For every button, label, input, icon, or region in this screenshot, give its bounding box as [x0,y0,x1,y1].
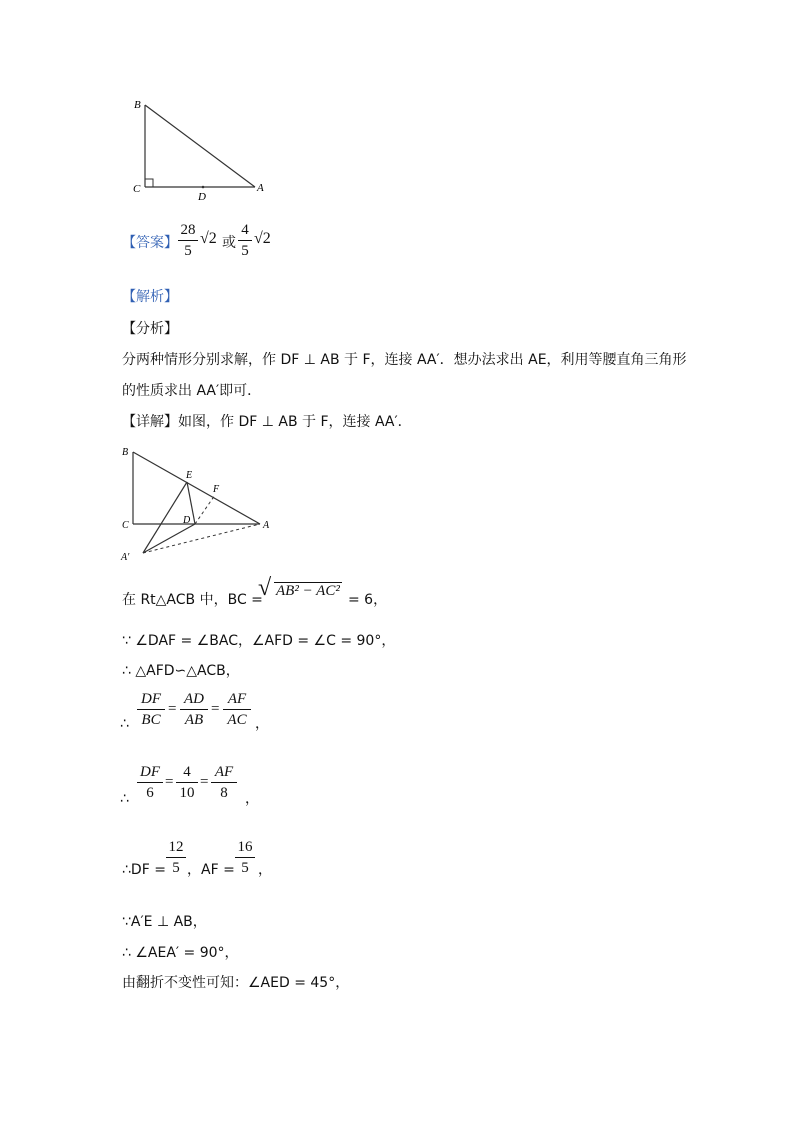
ratio2-therefore: ∴ [120,791,129,807]
ratio1-therefore: ∴ [120,716,129,732]
label-e: E [186,470,193,481]
line-because-1: ∵ ∠DAF = ∠BAC，∠AFD = ∠C = 90°， [122,633,396,649]
ratio1-frac-2: AD AB [180,690,208,729]
sqrt-sign: √ [258,575,272,601]
ratio1-frac-1: DF BC [137,690,165,729]
ratio2-comma: ， [245,791,259,807]
label-d: D [183,515,191,526]
label-c: C [122,520,129,531]
label-a: A [257,182,264,194]
line-fold: 由翻折不变性可知：∠AED = 45°， [122,975,350,991]
ratio1-frac-3: AF AC [223,690,251,729]
ratio1-eq-2: = [211,701,220,717]
label-a: A [263,520,270,531]
analysis-label: 【解析】 [122,289,178,305]
result-frac-af: 16 5 [235,838,255,877]
fenxi-text-1: 分两种情形分别求解，作 DF ⊥ AB 于 F，连接 AA′．想办法求出 AE，利用等腰直角三角形 [122,352,687,368]
label-b: B [134,99,141,111]
ratio2-eq-2: = [200,774,209,790]
ratio2-frac-2: 4 10 [176,763,198,802]
line-therefore-1: ∴ △AFD∽△ACB， [122,663,240,679]
detail-text: 如图，作 DF ⊥ AB 于 F，连接 AA′． [178,414,412,430]
answer-sqrt-2: √2 [254,230,271,247]
result-frac-df: 12 5 [166,838,186,877]
result-prefix: ∴DF = [122,862,166,878]
label-b: B [122,447,129,458]
ratio2-frac-1: DF 6 [137,763,163,802]
ratio2-eq-1: = [165,774,174,790]
figure-triangle-acb [125,95,275,205]
label-c: C [133,183,141,195]
label-a-prime: A′ [121,552,130,563]
result-comma: ， [258,862,272,878]
answer-label: 【答案】 [122,235,178,251]
figure-fold [115,440,285,565]
label-f: F [213,484,220,495]
label-d: D [198,191,206,203]
ratio2-frac-3: AF 8 [211,763,237,802]
line-rt-radicand: AB² − AC² [276,583,340,599]
detail-line [122,412,412,432]
line-rt-prefix: 在 Rt△ACB 中，BC = [122,592,263,608]
answer-or: 或 [222,235,236,251]
ratio1-eq-1: = [168,701,177,717]
line-rt-suffix: = 6， [348,592,388,608]
fenxi-label: 【分析】 [122,321,178,337]
answer-fraction-2: 4 5 [238,221,252,260]
line-because-2: ∵A′E ⊥ AB， [122,914,207,930]
result-mid: ，AF = [187,862,235,878]
line-therefore-2: ∴ ∠AEA′ = 90°， [122,945,239,961]
answer-fraction-1: 28 5 [178,221,198,260]
detail-label: 【详解】 [122,414,178,430]
answer-sqrt-1: √2 [200,230,217,247]
ratio1-comma: ， [255,716,269,732]
fenxi-text-2: 的性质求出 AA′即可． [122,383,262,399]
